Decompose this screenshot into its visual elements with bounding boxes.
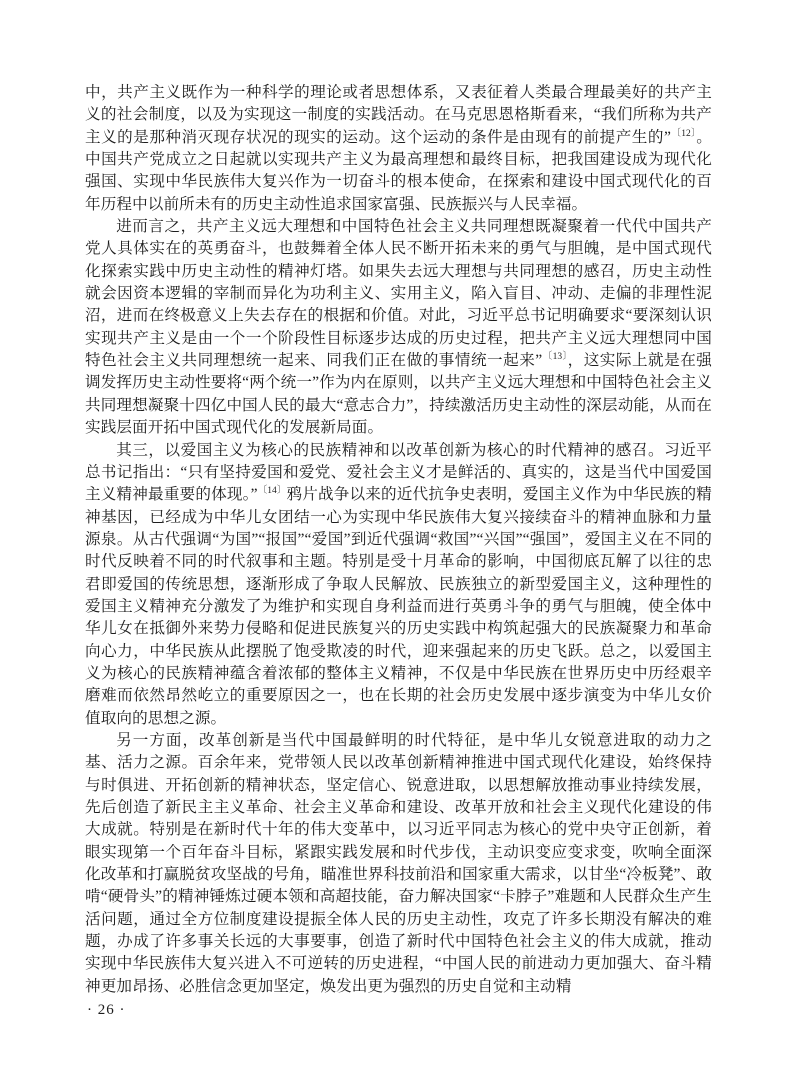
paragraph-1-text-b: 。中国共产党成立之日起就以实现共产主义为最高理想和最终目标，把我国建设成为现代化强国、实现中华民族伟大复兴作为一切奋斗的根本使命，在探索和建设中国式现代化的百年历程中以前所未有的历史主动性追求国家富强、民族振兴与人民幸福。 (85, 128, 712, 213)
paragraph-3-text-b: 鸦片战争以来的近代抗争史表明，爱国主义作为中华民族的精神基因，已经成为中华儿女团结一心为实现中华民族伟大复兴接续奋斗的精神血脉和力量源泉。从古代强调“为国”“报国”“爱国”到近代强调“救国”“兴国”“强国”，爱国主义在不同的时代反映着不同的时代叙事和主题。特别是受十月革命的影响，中国彻底瓦解了以往的忠君即爱国的传统思想，逐渐形成了争取人民解放、民族独立的新型爱国主义，这种理性的爱国主义精神充分激发了为维护和实现自身利益而进行英勇斗争的勇气与胆魄，使全体中华儿女在抵御外来势力侵略和促进民族复兴的历史实践中构筑起强大的民族凝聚力和革命向心力，中华民族从此摆脱了饱受欺凌的时代，迎来强起来的历史飞跃。总之，以爱国主义为核心的民族精神蕴含着浓郁的整体主义精神，不仅是中华民族在世界历史中历经艰辛磨难而依然昂然屹立的重要原因之一，也在长期的社会历史发展中逐步演变为中华儿女价值取向的思想之源。 (85, 486, 713, 727)
footnote-ref-12: 〔12〕 (670, 128, 697, 139)
paragraph-2-text-a: 进而言之，共产主义远大理想和中国特色社会主义共同理想既凝聚着一代代中国共产党人具体实在的英勇奋斗，也鼓舞着全体人民不断开拓未来的勇气与胆魄，是中国式现代化探索实践中历史主动性的精神灯塔。如果失去远大理想与共同理想的感召，历史主动性就会因资本逻辑的宰制而异化为功利主义、实用主义，陷入盲目、冲动、走偏的非理性泥沼，进而在终极意义上失去存在的根据和价值。对此，习近平总书记明确要求“要深刻认识实现共产主义是由一个一个阶段性目标逐步达成的历史过程，把共产主义远大理想同中国特色社会主义共同理想统一起来、同我们正在做的事情统一起来” (85, 218, 712, 370)
page-number: · 26 · (87, 1002, 126, 1018)
footnote-ref-14: 〔14〕 (257, 486, 287, 496)
paragraph-1-text-a: 中，共产主义既作为一种科学的理论或者思想体系，又表征着人类最合理最美好的共产主义的社会制度，以及为实现这一制度的实践活动。在马克思恩格斯看来，“我们所称为共产主义的是那种消灭现存状况的现实的运动。这个运动的条件是由现有的前提产生的” (85, 84, 712, 146)
paragraph-3 (85, 440, 712, 730)
footnote-ref-13: 〔13〕 (542, 351, 568, 362)
body-text (85, 82, 712, 998)
paragraph-1 (85, 82, 712, 216)
paragraph-4 (85, 730, 712, 998)
paragraph-2 (85, 216, 712, 439)
paragraph-3-text-a: 其三，以爱国主义为核心的民族精神和以改革创新为核心的时代精神的感召。习近平总书记指出：“只有坚持爱国和爱党、爱社会主义才是鲜活的、真实的，这是当代中国爱国主义精神最重要的体现。” (85, 441, 712, 504)
paragraph-4-text-a: 另一方面，改革创新是当代中国最鲜明的时代特征，是中华儿女锐意进取的动力之基、活力之源。百余年来，党带领人民以改革创新精神推进中国式现代化建设，始终保持与时俱进、开拓创新的精神状态，坚定信心、锐意进取，以思想解放推动事业持续发展，先后创造了新民主主义革命、社会主义革命和建设、改革开放和社会主义现代化建设的伟大成就。特别是在新时代十年的伟大变革中，以习近平同志为核心的党中央守正创新，着眼实现第一个百年奋斗目标，紧跟实践发展和时代步伐，主动识变应变求变，吹响全面深化改革和打赢脱贫攻坚战的号角，瞄准世界科技前沿和国家重大需求，以甘坐“冷板凳”、敢啃“硬骨头”的精神锤炼过硬本领和高超技能，奋力解决国家“卡脖子”难题和人民群众生产生活问题，通过全方位制度建设提振全体人民的历史主动性，攻克了许多长期没有解决的难题，办成了许多事关长远的大事要事，创造了新时代中国特色社会主义的伟大成就，推动实现中华民族伟大复兴进入不可逆转的历史进程，“中国人民的前进动力更加强大、奋斗精神更加昂扬、必胜信念更加坚定，焕发出更为强烈的历史自觉和主动精 (85, 731, 712, 995)
paragraph-2-text-b: ，这实际上就是在强调发挥历史主动性要将“两个统一”作为内在原则，以共产主义远大理想和中国特色社会主义共同理想凝聚十四亿中国人民的最大“意志合力”，持续激活历史主动性的深层动能，从而在实践层面开拓中国式现代化的发展新局面。 (85, 352, 712, 437)
